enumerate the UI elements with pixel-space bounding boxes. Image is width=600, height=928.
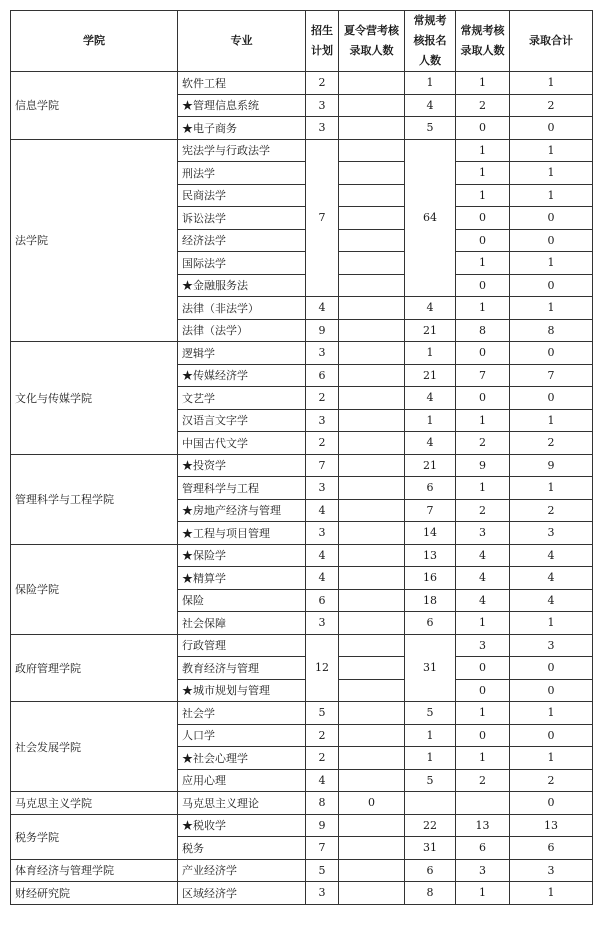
regular-admitted-cell: 0 bbox=[456, 387, 510, 410]
regular-admitted-cell: 2 bbox=[456, 769, 510, 792]
regular-applied-cell: 4 bbox=[405, 94, 456, 117]
regular-applied-cell: 31 bbox=[405, 634, 456, 702]
major-cell: 宪法学与行政法学 bbox=[178, 139, 306, 162]
regular-applied-cell: 14 bbox=[405, 522, 456, 545]
total-cell: 0 bbox=[510, 117, 593, 140]
regular-admitted-cell: 1 bbox=[456, 747, 510, 770]
summer-camp-cell bbox=[339, 499, 405, 522]
header-total: 录取合计 bbox=[510, 11, 593, 72]
school-cell: 马克思主义学院 bbox=[11, 792, 178, 815]
regular-applied-cell: 21 bbox=[405, 454, 456, 477]
school-cell: 社会发展学院 bbox=[11, 702, 178, 792]
regular-admitted-cell: 1 bbox=[456, 184, 510, 207]
major-cell: 中国古代文学 bbox=[178, 432, 306, 455]
regular-applied-cell: 1 bbox=[405, 342, 456, 365]
summer-camp-cell bbox=[339, 747, 405, 770]
regular-admitted-cell: 0 bbox=[456, 724, 510, 747]
total-cell: 1 bbox=[510, 409, 593, 432]
regular-applied-cell: 4 bbox=[405, 432, 456, 455]
summer-camp-cell bbox=[339, 769, 405, 792]
major-cell: 应用心理 bbox=[178, 769, 306, 792]
header-regular-admitted: 常规考核录取人数 bbox=[456, 11, 510, 72]
regular-admitted-cell: 2 bbox=[456, 94, 510, 117]
total-cell: 8 bbox=[510, 319, 593, 342]
major-cell: 马克思主义理论 bbox=[178, 792, 306, 815]
total-cell: 4 bbox=[510, 589, 593, 612]
header-plan: 招生计划 bbox=[306, 11, 339, 72]
regular-admitted-cell: 1 bbox=[456, 297, 510, 320]
summer-camp-cell bbox=[339, 454, 405, 477]
regular-admitted-cell: 9 bbox=[456, 454, 510, 477]
total-cell: 1 bbox=[510, 882, 593, 905]
header-major: 专业 bbox=[178, 11, 306, 72]
total-cell: 0 bbox=[510, 342, 593, 365]
regular-admitted-cell: 2 bbox=[456, 432, 510, 455]
major-cell: ★管理信息系统 bbox=[178, 94, 306, 117]
regular-admitted-cell: 0 bbox=[456, 229, 510, 252]
plan-cell: 4 bbox=[306, 297, 339, 320]
total-cell: 0 bbox=[510, 274, 593, 297]
total-cell: 1 bbox=[510, 162, 593, 185]
regular-admitted-cell: 1 bbox=[456, 409, 510, 432]
regular-admitted-cell: 1 bbox=[456, 252, 510, 275]
major-cell: 软件工程 bbox=[178, 72, 306, 95]
plan-cell: 4 bbox=[306, 499, 339, 522]
total-cell: 4 bbox=[510, 567, 593, 590]
plan-cell: 3 bbox=[306, 612, 339, 635]
major-cell: ★保险学 bbox=[178, 544, 306, 567]
regular-admitted-cell: 0 bbox=[456, 679, 510, 702]
summer-camp-cell bbox=[339, 679, 405, 702]
major-cell: 民商法学 bbox=[178, 184, 306, 207]
school-cell: 文化与传媒学院 bbox=[11, 342, 178, 455]
school-cell: 体育经济与管理学院 bbox=[11, 859, 178, 882]
regular-applied-cell: 7 bbox=[405, 499, 456, 522]
regular-applied-cell: 31 bbox=[405, 837, 456, 860]
total-cell: 0 bbox=[510, 724, 593, 747]
summer-camp-cell bbox=[339, 724, 405, 747]
plan-cell: 7 bbox=[306, 837, 339, 860]
header-school: 学院 bbox=[11, 11, 178, 72]
summer-camp-cell bbox=[339, 252, 405, 275]
regular-applied-cell: 64 bbox=[405, 139, 456, 297]
total-cell: 1 bbox=[510, 184, 593, 207]
summer-camp-cell bbox=[339, 589, 405, 612]
school-cell: 政府管理学院 bbox=[11, 634, 178, 702]
summer-camp-cell bbox=[339, 634, 405, 657]
plan-cell: 3 bbox=[306, 882, 339, 905]
summer-camp-cell bbox=[339, 387, 405, 410]
regular-admitted-cell: 0 bbox=[456, 657, 510, 680]
summer-camp-cell bbox=[339, 567, 405, 590]
regular-applied-cell: 1 bbox=[405, 409, 456, 432]
total-cell: 1 bbox=[510, 702, 593, 725]
plan-cell: 5 bbox=[306, 702, 339, 725]
summer-camp-cell bbox=[339, 297, 405, 320]
plan-cell: 3 bbox=[306, 94, 339, 117]
regular-admitted-cell: 4 bbox=[456, 589, 510, 612]
total-cell: 7 bbox=[510, 364, 593, 387]
total-cell: 0 bbox=[510, 207, 593, 230]
regular-admitted-cell: 0 bbox=[456, 342, 510, 365]
regular-admitted-cell: 1 bbox=[456, 612, 510, 635]
regular-applied-cell: 16 bbox=[405, 567, 456, 590]
total-cell: 1 bbox=[510, 747, 593, 770]
total-cell: 3 bbox=[510, 859, 593, 882]
summer-camp-cell bbox=[339, 207, 405, 230]
total-cell: 9 bbox=[510, 454, 593, 477]
regular-admitted-cell: 0 bbox=[456, 117, 510, 140]
major-cell: 逻辑学 bbox=[178, 342, 306, 365]
total-cell: 13 bbox=[510, 814, 593, 837]
summer-camp-cell bbox=[339, 814, 405, 837]
summer-camp-cell bbox=[339, 364, 405, 387]
major-cell: 汉语言文字学 bbox=[178, 409, 306, 432]
total-cell: 2 bbox=[510, 432, 593, 455]
major-cell: ★电子商务 bbox=[178, 117, 306, 140]
major-cell: 行政管理 bbox=[178, 634, 306, 657]
summer-camp-cell bbox=[339, 702, 405, 725]
plan-cell: 6 bbox=[306, 589, 339, 612]
school-cell: 管理科学与工程学院 bbox=[11, 454, 178, 544]
school-cell: 保险学院 bbox=[11, 544, 178, 634]
regular-applied-cell: 4 bbox=[405, 297, 456, 320]
regular-applied-cell: 1 bbox=[405, 747, 456, 770]
school-cell: 信息学院 bbox=[11, 72, 178, 140]
school-cell: 财经研究院 bbox=[11, 882, 178, 905]
plan-cell: 2 bbox=[306, 72, 339, 95]
total-cell: 0 bbox=[510, 229, 593, 252]
total-cell: 1 bbox=[510, 612, 593, 635]
plan-cell: 3 bbox=[306, 409, 339, 432]
total-cell: 3 bbox=[510, 634, 593, 657]
major-cell: 管理科学与工程 bbox=[178, 477, 306, 500]
plan-cell: 2 bbox=[306, 387, 339, 410]
header-regular-applied: 常规考核报名人数 bbox=[405, 11, 456, 72]
regular-applied-cell: 6 bbox=[405, 612, 456, 635]
major-cell: 社会学 bbox=[178, 702, 306, 725]
regular-admitted-cell: 1 bbox=[456, 139, 510, 162]
plan-cell: 2 bbox=[306, 432, 339, 455]
total-cell: 0 bbox=[510, 679, 593, 702]
total-cell: 1 bbox=[510, 72, 593, 95]
major-cell: ★社会心理学 bbox=[178, 747, 306, 770]
regular-applied-cell: 6 bbox=[405, 477, 456, 500]
regular-applied-cell bbox=[405, 792, 456, 815]
regular-admitted-cell: 1 bbox=[456, 162, 510, 185]
plan-cell: 4 bbox=[306, 567, 339, 590]
summer-camp-cell bbox=[339, 612, 405, 635]
plan-cell: 6 bbox=[306, 364, 339, 387]
plan-cell: 3 bbox=[306, 522, 339, 545]
regular-applied-cell: 13 bbox=[405, 544, 456, 567]
summer-camp-cell bbox=[339, 882, 405, 905]
major-cell: 税务 bbox=[178, 837, 306, 860]
summer-camp-cell bbox=[339, 544, 405, 567]
table-row bbox=[11, 342, 593, 365]
plan-cell: 3 bbox=[306, 117, 339, 140]
regular-applied-cell: 4 bbox=[405, 387, 456, 410]
total-cell: 6 bbox=[510, 837, 593, 860]
regular-applied-cell: 5 bbox=[405, 117, 456, 140]
regular-applied-cell: 21 bbox=[405, 364, 456, 387]
summer-camp-cell bbox=[339, 117, 405, 140]
regular-admitted-cell: 4 bbox=[456, 567, 510, 590]
major-cell: 产业经济学 bbox=[178, 859, 306, 882]
plan-cell: 12 bbox=[306, 634, 339, 702]
regular-applied-cell: 5 bbox=[405, 702, 456, 725]
major-cell: 教育经济与管理 bbox=[178, 657, 306, 680]
table-row bbox=[11, 634, 593, 657]
plan-cell: 4 bbox=[306, 769, 339, 792]
summer-camp-cell bbox=[339, 274, 405, 297]
total-cell: 0 bbox=[510, 387, 593, 410]
summer-camp-cell bbox=[339, 432, 405, 455]
table-header-row bbox=[11, 11, 593, 72]
total-cell: 1 bbox=[510, 477, 593, 500]
major-cell: 人口学 bbox=[178, 724, 306, 747]
summer-camp-cell bbox=[339, 859, 405, 882]
regular-admitted-cell: 0 bbox=[456, 274, 510, 297]
total-cell: 0 bbox=[510, 792, 593, 815]
regular-admitted-cell: 8 bbox=[456, 319, 510, 342]
summer-camp-cell bbox=[339, 409, 405, 432]
regular-admitted-cell: 3 bbox=[456, 634, 510, 657]
summer-camp-cell bbox=[339, 522, 405, 545]
summer-camp-cell bbox=[339, 139, 405, 162]
summer-camp-cell bbox=[339, 657, 405, 680]
regular-admitted-cell: 13 bbox=[456, 814, 510, 837]
regular-admitted-cell: 3 bbox=[456, 859, 510, 882]
major-cell: ★投资学 bbox=[178, 454, 306, 477]
total-cell: 3 bbox=[510, 522, 593, 545]
table-row bbox=[11, 814, 593, 837]
plan-cell: 8 bbox=[306, 792, 339, 815]
plan-cell: 9 bbox=[306, 814, 339, 837]
total-cell: 2 bbox=[510, 769, 593, 792]
regular-applied-cell: 21 bbox=[405, 319, 456, 342]
summer-camp-cell bbox=[339, 477, 405, 500]
total-cell: 1 bbox=[510, 252, 593, 275]
summer-camp-cell bbox=[339, 319, 405, 342]
summer-camp-cell bbox=[339, 72, 405, 95]
regular-admitted-cell: 1 bbox=[456, 882, 510, 905]
school-cell: 税务学院 bbox=[11, 814, 178, 859]
regular-admitted-cell: 1 bbox=[456, 477, 510, 500]
admissions-table bbox=[10, 10, 593, 905]
regular-admitted-cell: 2 bbox=[456, 499, 510, 522]
major-cell: 法律（法学） bbox=[178, 319, 306, 342]
major-cell: 法律（非法学） bbox=[178, 297, 306, 320]
plan-cell: 3 bbox=[306, 342, 339, 365]
summer-camp-cell: 0 bbox=[339, 792, 405, 815]
major-cell: 经济法学 bbox=[178, 229, 306, 252]
school-cell: 法学院 bbox=[11, 139, 178, 342]
major-cell: 保险 bbox=[178, 589, 306, 612]
table-row bbox=[11, 72, 593, 95]
summer-camp-cell bbox=[339, 162, 405, 185]
regular-admitted-cell: 1 bbox=[456, 72, 510, 95]
major-cell: ★传媒经济学 bbox=[178, 364, 306, 387]
summer-camp-cell bbox=[339, 837, 405, 860]
regular-applied-cell: 22 bbox=[405, 814, 456, 837]
regular-applied-cell: 8 bbox=[405, 882, 456, 905]
regular-applied-cell: 1 bbox=[405, 72, 456, 95]
major-cell: ★工程与项目管理 bbox=[178, 522, 306, 545]
major-cell: 国际法学 bbox=[178, 252, 306, 275]
regular-admitted-cell: 3 bbox=[456, 522, 510, 545]
major-cell: ★金融服务法 bbox=[178, 274, 306, 297]
regular-admitted-cell: 7 bbox=[456, 364, 510, 387]
total-cell: 2 bbox=[510, 94, 593, 117]
major-cell: 社会保障 bbox=[178, 612, 306, 635]
regular-applied-cell: 1 bbox=[405, 724, 456, 747]
regular-admitted-cell: 4 bbox=[456, 544, 510, 567]
summer-camp-cell bbox=[339, 94, 405, 117]
regular-applied-cell: 18 bbox=[405, 589, 456, 612]
total-cell: 0 bbox=[510, 657, 593, 680]
table-row bbox=[11, 544, 593, 567]
regular-admitted-cell bbox=[456, 792, 510, 815]
header-summer-camp: 夏令营考核录取人数 bbox=[339, 11, 405, 72]
plan-cell: 5 bbox=[306, 859, 339, 882]
plan-cell: 7 bbox=[306, 454, 339, 477]
plan-cell: 7 bbox=[306, 139, 339, 297]
regular-admitted-cell: 1 bbox=[456, 702, 510, 725]
regular-admitted-cell: 0 bbox=[456, 207, 510, 230]
total-cell: 1 bbox=[510, 297, 593, 320]
table-row bbox=[11, 882, 593, 905]
plan-cell: 4 bbox=[306, 544, 339, 567]
plan-cell: 2 bbox=[306, 747, 339, 770]
major-cell: 文艺学 bbox=[178, 387, 306, 410]
plan-cell: 9 bbox=[306, 319, 339, 342]
regular-applied-cell: 5 bbox=[405, 769, 456, 792]
plan-cell: 2 bbox=[306, 724, 339, 747]
major-cell: ★税收学 bbox=[178, 814, 306, 837]
table-row bbox=[11, 454, 593, 477]
major-cell: ★精算学 bbox=[178, 567, 306, 590]
table-row bbox=[11, 702, 593, 725]
total-cell: 2 bbox=[510, 499, 593, 522]
summer-camp-cell bbox=[339, 229, 405, 252]
table-row bbox=[11, 792, 593, 815]
summer-camp-cell bbox=[339, 342, 405, 365]
major-cell: ★房地产经济与管理 bbox=[178, 499, 306, 522]
major-cell: 区域经济学 bbox=[178, 882, 306, 905]
major-cell: ★城市规划与管理 bbox=[178, 679, 306, 702]
major-cell: 刑法学 bbox=[178, 162, 306, 185]
summer-camp-cell bbox=[339, 184, 405, 207]
regular-applied-cell: 6 bbox=[405, 859, 456, 882]
major-cell: 诉讼法学 bbox=[178, 207, 306, 230]
total-cell: 1 bbox=[510, 139, 593, 162]
table-row bbox=[11, 139, 593, 162]
plan-cell: 3 bbox=[306, 477, 339, 500]
regular-admitted-cell: 6 bbox=[456, 837, 510, 860]
table-row bbox=[11, 859, 593, 882]
total-cell: 4 bbox=[510, 544, 593, 567]
